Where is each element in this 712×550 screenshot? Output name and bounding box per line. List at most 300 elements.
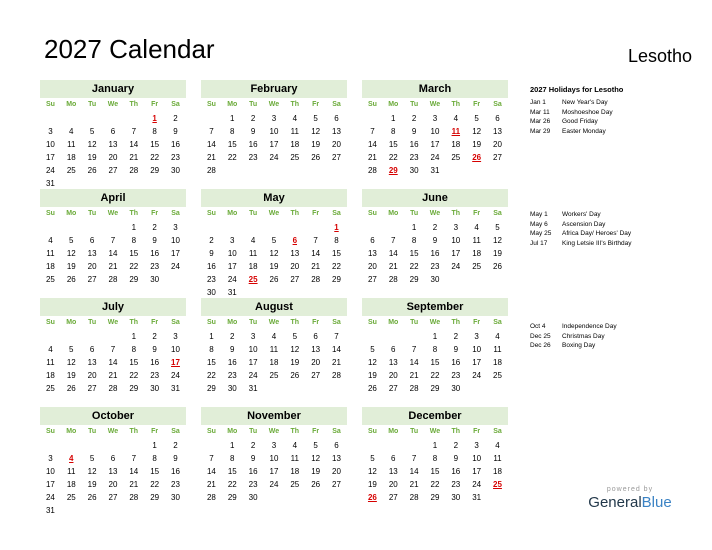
day-cell: 3 xyxy=(271,114,277,123)
day-cell: 13 xyxy=(87,358,97,367)
weekday-label: Sa xyxy=(171,428,180,435)
day-cell: 11 xyxy=(472,236,481,245)
empty-day-cell xyxy=(103,439,124,452)
weekday-label: Sa xyxy=(332,101,341,108)
day-cell: 12 xyxy=(87,140,97,149)
day-cell: 24 xyxy=(171,371,180,380)
weekday-label: We xyxy=(268,428,280,435)
day-cell: 12 xyxy=(87,467,97,476)
weekday-header xyxy=(40,316,186,330)
month-november xyxy=(201,407,347,504)
day-cell: 24 xyxy=(248,371,258,380)
day-cell: 24 xyxy=(472,480,482,489)
day-cell: 11 xyxy=(46,358,55,367)
day-cell: 16 xyxy=(150,358,160,367)
day-cell: 30 xyxy=(409,166,419,175)
day-cell: 22 xyxy=(227,480,237,489)
day-cell: 9 xyxy=(209,249,214,258)
day-cell: 18 xyxy=(248,262,258,271)
day-cell: 18 xyxy=(290,140,300,149)
empty-day-cell xyxy=(40,439,61,452)
holiday-day-cell: 1 xyxy=(334,223,339,232)
week-row xyxy=(362,260,508,273)
week-row xyxy=(362,273,508,286)
weekday-label: We xyxy=(107,428,119,435)
holiday-day-cell: 25 xyxy=(493,480,502,489)
day-cell: 6 xyxy=(110,127,116,136)
day-cell: 24 xyxy=(472,371,482,380)
day-cell: 20 xyxy=(332,140,341,149)
day-cell: 13 xyxy=(388,358,398,367)
weekday-label: Sa xyxy=(493,428,502,435)
day-cell: 23 xyxy=(150,371,160,380)
day-cell: 30 xyxy=(227,384,237,393)
weekday-label: We xyxy=(268,101,280,108)
week-row xyxy=(40,112,186,125)
day-cell: 2 xyxy=(453,332,459,341)
week-row xyxy=(40,504,186,517)
day-cell: 26 xyxy=(66,275,76,284)
day-cell: 15 xyxy=(430,467,440,476)
day-cell: 19 xyxy=(311,140,321,149)
day-cell: 29 xyxy=(430,493,440,502)
week-row xyxy=(201,343,347,356)
day-cell: 3 xyxy=(173,332,178,341)
day-cell: 17 xyxy=(227,262,237,271)
day-cell: 10 xyxy=(472,454,482,463)
day-cell: 5 xyxy=(89,454,95,463)
holiday-item xyxy=(530,98,613,108)
day-cell: 19 xyxy=(87,153,97,162)
day-cell: 15 xyxy=(227,140,237,149)
weekday-label: Su xyxy=(206,428,216,435)
day-cell: 6 xyxy=(334,441,339,450)
week-row xyxy=(40,369,186,382)
day-cell: 23 xyxy=(451,480,461,489)
weekday-label: Sa xyxy=(493,319,502,326)
day-cell: 20 xyxy=(108,153,118,162)
day-cell: 16 xyxy=(248,467,258,476)
weekday-label: We xyxy=(429,428,441,435)
holiday-date: Mar 11 xyxy=(530,108,550,116)
day-cell: 20 xyxy=(493,140,502,149)
week-row xyxy=(201,465,347,478)
holiday-date: Mar 26 xyxy=(530,118,551,126)
day-cell: 8 xyxy=(411,236,417,245)
holiday-item xyxy=(530,239,632,249)
week-row xyxy=(362,478,508,491)
holiday-day-cell: 11 xyxy=(451,127,461,136)
empty-day-cell xyxy=(404,439,425,452)
weekday-label: Mo xyxy=(227,428,238,435)
week-row xyxy=(40,247,186,260)
day-cell: 12 xyxy=(311,454,321,463)
day-cell: 24 xyxy=(227,275,237,284)
month-title: April xyxy=(40,189,186,207)
brand-name xyxy=(588,494,672,511)
empty-day-cell xyxy=(264,221,285,234)
day-cell: 22 xyxy=(227,153,237,162)
holiday-day-cell: 1 xyxy=(152,114,157,123)
day-cell: 1 xyxy=(411,223,417,232)
weekday-header xyxy=(201,207,347,221)
day-cell: 28 xyxy=(206,493,216,502)
weekday-label: Th xyxy=(129,101,139,108)
month-august xyxy=(201,298,347,395)
day-cell: 27 xyxy=(493,153,502,162)
holiday-day-cell: 6 xyxy=(292,236,298,245)
day-cell: 14 xyxy=(409,358,419,367)
empty-day-cell xyxy=(222,221,243,234)
day-cell: 11 xyxy=(290,454,299,463)
weekday-label: Th xyxy=(451,210,461,217)
day-cell: 21 xyxy=(409,371,419,380)
day-cell: 19 xyxy=(367,480,377,489)
day-cell: 7 xyxy=(370,127,375,136)
weekday-label: Fr xyxy=(312,319,320,326)
weekday-label: Su xyxy=(45,210,55,217)
day-cell: 1 xyxy=(152,441,157,450)
day-cell: 8 xyxy=(391,127,396,136)
month-september xyxy=(362,298,508,395)
empty-day-cell xyxy=(123,439,144,452)
weekday-label: Mo xyxy=(66,101,77,108)
day-cell: 29 xyxy=(332,275,341,284)
day-cell: 28 xyxy=(409,493,419,502)
day-cell: 21 xyxy=(206,480,216,489)
empty-day-cell xyxy=(40,112,61,125)
holiday-group xyxy=(530,322,617,351)
day-cell: 10 xyxy=(248,345,258,354)
day-cell: 2 xyxy=(152,332,157,341)
day-cell: 5 xyxy=(69,236,74,245)
day-cell: 27 xyxy=(87,384,97,393)
month-title: January xyxy=(40,80,186,98)
day-cell: 2 xyxy=(173,114,178,123)
day-cell: 6 xyxy=(495,114,500,123)
day-cell: 11 xyxy=(46,249,55,258)
day-cell: 6 xyxy=(89,345,95,354)
day-cell: 6 xyxy=(110,454,116,463)
day-cell: 14 xyxy=(129,467,139,476)
day-cell: 17 xyxy=(451,249,461,258)
weekday-label: Mo xyxy=(227,210,238,217)
holidays-title: 2027 Holidays for Lesotho xyxy=(530,85,624,94)
day-cell: 16 xyxy=(409,140,419,149)
day-cell: 16 xyxy=(451,467,461,476)
week-row xyxy=(40,125,186,138)
day-cell: 6 xyxy=(391,454,396,463)
day-cell: 5 xyxy=(370,454,375,463)
weekday-label: Tu xyxy=(88,210,97,217)
empty-day-cell xyxy=(82,112,103,125)
day-cell: 16 xyxy=(430,249,440,258)
week-row xyxy=(201,382,347,395)
day-cell: 22 xyxy=(388,153,398,162)
day-cell: 15 xyxy=(206,358,216,367)
day-cell: 3 xyxy=(432,114,438,123)
weekday-label: We xyxy=(429,101,441,108)
day-cell: 15 xyxy=(150,140,160,149)
day-cell: 11 xyxy=(269,345,279,354)
day-cell: 11 xyxy=(493,454,502,463)
week-row xyxy=(201,356,347,369)
day-cell: 18 xyxy=(269,358,279,367)
day-cell: 13 xyxy=(332,454,341,463)
day-cell: 31 xyxy=(45,506,55,515)
day-cell: 27 xyxy=(290,275,300,284)
weekday-label: Fr xyxy=(312,210,320,217)
day-cell: 4 xyxy=(69,127,74,136)
empty-day-cell xyxy=(61,330,82,343)
day-cell: 7 xyxy=(391,236,396,245)
day-cell: 15 xyxy=(129,249,139,258)
holiday-item xyxy=(530,117,613,127)
day-cell: 17 xyxy=(472,358,482,367)
day-cell: 4 xyxy=(453,114,459,123)
day-cell: 16 xyxy=(150,249,160,258)
day-cell: 14 xyxy=(367,140,377,149)
empty-day-cell xyxy=(362,330,383,343)
empty-day-cell xyxy=(40,221,61,234)
holiday-name: King Letsie III's Birthday xyxy=(562,239,632,247)
month-july xyxy=(40,298,186,395)
day-cell: 31 xyxy=(430,166,440,175)
day-cell: 27 xyxy=(332,480,341,489)
month-may xyxy=(201,189,347,299)
week-row xyxy=(201,369,347,382)
week-row xyxy=(40,138,186,151)
day-cell: 19 xyxy=(311,467,321,476)
day-cell: 2 xyxy=(230,332,235,341)
week-row xyxy=(201,439,347,452)
day-cell: 23 xyxy=(248,153,258,162)
empty-day-cell xyxy=(103,330,124,343)
day-cell: 4 xyxy=(250,236,256,245)
day-cell: 26 xyxy=(290,371,300,380)
weekday-header xyxy=(362,98,508,112)
week-row xyxy=(362,491,508,504)
day-cell: 7 xyxy=(110,236,116,245)
day-cell: 24 xyxy=(45,493,55,502)
day-cell: 3 xyxy=(271,441,277,450)
day-cell: 18 xyxy=(493,358,502,367)
day-cell: 13 xyxy=(332,127,341,136)
day-cell: 10 xyxy=(45,140,55,149)
page-title: 2027 Calendar xyxy=(44,34,215,64)
holiday-name: New Year's Day xyxy=(562,99,608,106)
day-cell: 25 xyxy=(290,153,300,162)
day-cell: 25 xyxy=(493,371,502,380)
month-october xyxy=(40,407,186,517)
week-row xyxy=(362,465,508,478)
day-cell: 1 xyxy=(209,332,214,341)
weekday-label: Tu xyxy=(410,210,419,217)
day-cell: 5 xyxy=(69,345,74,354)
day-cell: 10 xyxy=(171,345,180,354)
empty-day-cell xyxy=(61,439,82,452)
weekday-label: Su xyxy=(206,101,216,108)
month-title: September xyxy=(362,298,508,316)
day-cell: 7 xyxy=(110,345,116,354)
day-cell: 13 xyxy=(311,345,321,354)
day-cell: 1 xyxy=(432,332,438,341)
day-cell: 24 xyxy=(430,153,440,162)
day-cell: 29 xyxy=(430,384,440,393)
day-cell: 5 xyxy=(370,345,375,354)
empty-day-cell xyxy=(82,439,103,452)
day-cell: 18 xyxy=(45,262,55,271)
day-cell: 21 xyxy=(311,262,321,271)
weekday-label: Sa xyxy=(332,428,341,435)
day-cell: 18 xyxy=(66,153,76,162)
day-cell: 30 xyxy=(171,166,180,175)
day-cell: 19 xyxy=(87,480,97,489)
day-cell: 26 xyxy=(311,480,321,489)
day-cell: 12 xyxy=(269,249,279,258)
day-cell: 2 xyxy=(152,223,157,232)
week-row xyxy=(201,260,347,273)
day-cell: 28 xyxy=(388,275,398,284)
holiday-date: Dec 26 xyxy=(530,342,551,350)
day-cell: 27 xyxy=(108,166,118,175)
week-row xyxy=(40,164,186,177)
holiday-date: May 1 xyxy=(530,211,548,218)
holiday-day-cell: 26 xyxy=(472,153,482,162)
day-cell: 22 xyxy=(150,480,160,489)
day-cell: 25 xyxy=(66,166,76,175)
day-cell: 15 xyxy=(129,358,139,367)
day-cell: 10 xyxy=(472,345,482,354)
day-cell: 13 xyxy=(493,127,502,136)
week-row xyxy=(40,273,186,286)
day-cell: 28 xyxy=(311,275,321,284)
weekday-label: Tu xyxy=(88,101,97,108)
day-cell: 17 xyxy=(248,358,258,367)
empty-day-cell xyxy=(201,439,222,452)
day-cell: 21 xyxy=(206,153,216,162)
day-cell: 14 xyxy=(332,345,341,354)
week-row xyxy=(40,260,186,273)
holiday-date: Oct 4 xyxy=(530,323,546,330)
month-february xyxy=(201,80,347,177)
empty-day-cell xyxy=(123,112,144,125)
day-cell: 31 xyxy=(171,384,180,393)
day-cell: 30 xyxy=(451,493,461,502)
day-cell: 8 xyxy=(152,127,157,136)
weekday-label: Mo xyxy=(227,101,238,108)
day-cell: 13 xyxy=(108,467,118,476)
weekday-label: We xyxy=(429,210,441,217)
day-cell: 23 xyxy=(171,153,180,162)
day-cell: 30 xyxy=(171,493,180,502)
day-cell: 24 xyxy=(451,262,461,271)
brand-blue: Blue xyxy=(641,494,672,511)
empty-day-cell xyxy=(61,112,82,125)
weekday-label: Fr xyxy=(473,428,481,435)
day-cell: 7 xyxy=(209,127,214,136)
day-cell: 14 xyxy=(206,140,216,149)
day-cell: 9 xyxy=(152,345,157,354)
day-cell: 9 xyxy=(152,236,157,245)
weekday-label: Fr xyxy=(312,428,320,435)
weekday-label: Sa xyxy=(171,101,180,108)
weekday-header xyxy=(201,98,347,112)
empty-day-cell xyxy=(305,221,326,234)
week-row xyxy=(40,343,186,356)
day-cell: 25 xyxy=(472,262,482,271)
day-cell: 2 xyxy=(453,441,459,450)
weekday-label: Mo xyxy=(227,319,238,326)
day-cell: 16 xyxy=(451,358,461,367)
day-cell: 28 xyxy=(129,166,139,175)
week-row xyxy=(362,330,508,343)
day-cell: 6 xyxy=(334,114,339,123)
day-cell: 30 xyxy=(248,493,258,502)
month-title: October xyxy=(40,407,186,425)
day-cell: 26 xyxy=(87,493,97,502)
day-cell: 7 xyxy=(334,332,339,341)
month-title: July xyxy=(40,298,186,316)
day-cell: 18 xyxy=(493,467,502,476)
day-cell: 25 xyxy=(45,275,55,284)
empty-day-cell xyxy=(284,221,305,234)
day-cell: 10 xyxy=(171,236,180,245)
day-cell: 10 xyxy=(269,127,279,136)
weekday-label: We xyxy=(107,319,119,326)
week-row xyxy=(201,247,347,260)
day-cell: 22 xyxy=(430,371,440,380)
month-march xyxy=(362,80,508,177)
holiday-item xyxy=(530,322,617,332)
holiday-date: Dec 25 xyxy=(530,332,551,340)
month-title: November xyxy=(201,407,347,425)
day-cell: 3 xyxy=(474,332,479,341)
holiday-day-cell: 25 xyxy=(248,275,258,284)
day-cell: 22 xyxy=(129,262,139,271)
day-cell: 3 xyxy=(230,236,235,245)
weekday-label: Tu xyxy=(410,428,419,435)
day-cell: 21 xyxy=(367,153,377,162)
weekday-label: Su xyxy=(367,319,377,326)
day-cell: 29 xyxy=(409,275,419,284)
day-cell: 18 xyxy=(290,467,300,476)
day-cell: 19 xyxy=(66,371,76,380)
holiday-date: Jul 17 xyxy=(530,239,548,247)
day-cell: 23 xyxy=(451,371,461,380)
day-cell: 28 xyxy=(367,166,377,175)
day-cell: 12 xyxy=(66,358,76,367)
day-cell: 12 xyxy=(367,467,377,476)
week-row xyxy=(40,452,186,465)
day-cell: 4 xyxy=(48,345,53,354)
week-row xyxy=(201,164,347,177)
holiday-group xyxy=(530,210,632,248)
day-cell: 2 xyxy=(250,114,256,123)
day-cell: 8 xyxy=(131,236,137,245)
day-cell: 11 xyxy=(67,140,76,149)
empty-day-cell xyxy=(383,439,404,452)
day-cell: 26 xyxy=(311,153,321,162)
week-row xyxy=(362,439,508,452)
weekday-label: We xyxy=(268,319,280,326)
day-cell: 29 xyxy=(129,384,139,393)
day-cell: 24 xyxy=(171,262,180,271)
day-cell: 8 xyxy=(152,454,157,463)
weekday-label: Mo xyxy=(388,101,399,108)
weekday-label: Fr xyxy=(151,101,159,108)
day-cell: 18 xyxy=(451,140,461,149)
